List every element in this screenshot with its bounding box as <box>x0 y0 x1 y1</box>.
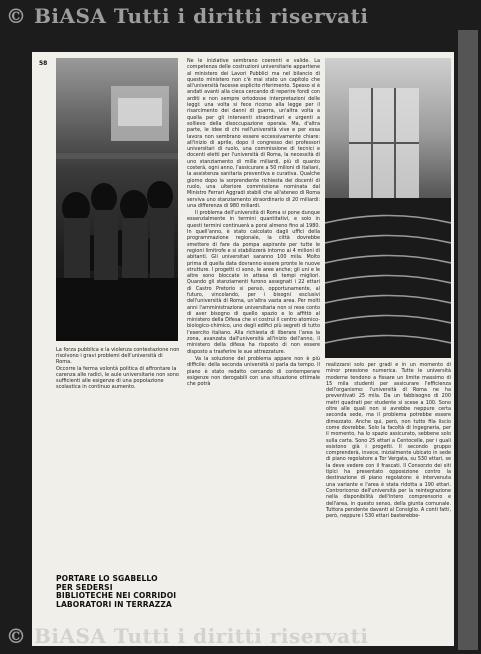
middle-paragraph-2: Il problema dell'università di Roma si pone dunque essenzialmente in termini quantitativi, e solo in questi termini continuerà a porsi almeno fino al 1980. In quell'anno, è stato calcolato dagli uffici della programmazione regionale, la città dovrebbe smettere di fare da pompa aspirante per tutte le regioni limitrofe e si stabilizzerà intorno ai 4 milioni di abitanti. Gli universitari saranno 100 mila. Molto prima di quella data dovranno essere pronte le nuove strutture. I progetti ci sono, le aree anche; gli uni e le altre sono bloccate in attesa di tempi migliori. Quando gli stanziamenti furono assegnati i 22 ettari di Castro Pretorio si pensò, opportunamente, al futuro, vincolando, per i bisogni esclusivi dell'università di Roma, un'altra vasta area. Per molti anni l'amministrazione universitaria non si rese conto di aver bisogno di quello spazio e lo affittò al ministero della Difesa che vi costruì il centro atomico-biologico-chimico, uno degli edifici più segreti di tutto l'esercito italiano. Alla richiesta di liberare l'area la zona, avanzata dall'università all'inizio dell'anno, il ministero della difesa ha risposto di non essere disposto a trasferire le sue attrezzature. <box>187 210 320 355</box>
headline-line-4: LABORATORI IN TERRAZZA <box>56 599 172 609</box>
article-column-right <box>326 362 451 646</box>
article-headline <box>56 575 180 609</box>
watermark-bottom: © BiASA Tutti i diritti riservati <box>6 624 369 648</box>
lecture-photo-illustration <box>56 58 178 341</box>
caption-line-1: La forza pubblica e la violenza contestazione non risolvono i gravi problemi dell'università di Roma. <box>56 347 180 366</box>
caption-line-2: Occorre la ferma volontà politica di affrontare la carenza alle radici, le aule universitarie non sono sufficienti alle esigenze di una popolazione scolastica in continuo aumento. <box>56 365 179 391</box>
article-column-middle <box>187 58 320 646</box>
hall-photo-illustration <box>325 58 451 358</box>
middle-paragraph-1: Ne le iniziative sembrano coerenti e valide. La competenza delle costruzioni universitarie appartiene al ministero dei Lavori Pubblici ma nel bilancio di questo ministero non c'è mai stato un capitolo che all'università facesse esplicito riferimento. Spesso si è andati avanti alla cieca cercando di reperire fondi con arditi e non sempre ortodosse interpretazioni delle leggi: una volta si fece ricorso alla legge per il risarcimento dei danni di guerra, un'altra volta a quella per gli interventi straordinari e urgenti a sollievo della disoccupazione operaia. Ma, d'altra parte, le idee di chi nell'università vive e per essa lavora non sembrano essere eccessivamente chiare: all'inizio di aprile, dopo il congresso dei professori universitari di ruolo, una commissione di tecnici e docenti eletti per l'università di Roma, la necessità di uno stanziamento di mille miliardi, più di quanto costerà, ogni anno, l'assicurare a 50 milioni di italiani, la assistenza sanitaria preventiva e curativa. Qualche giorno dopo la sorprendente richiesta dei docenti di ruolo, una ulteriore commissione nominata dal Ministro Ferrari Aggradi stabilì che all'ateneo di Roma serviva uno stanziamento straordinario di 20 miliardi: una differenza di 980 miliardi. <box>187 58 320 209</box>
headline-line-2: PER SEDERSI <box>56 582 113 592</box>
headline-line-3: BIBLIOTECHE NEI CORRIDOI <box>56 591 177 601</box>
watermark-top: © BiASA Tutti i diritti riservati <box>6 4 369 28</box>
hall-photo <box>325 58 451 358</box>
lecture-photo <box>56 58 178 341</box>
headline-line-1: PORTARE LO SGABELLO <box>56 574 158 583</box>
middle-paragraph-3: Va la soluzione del problema appare non è più difficile: della seconda università si parla da tempo. Il piano è stato redatto cercando di contemperare esigenze non derogabili con una situazione ottimale che potrà <box>187 355 320 388</box>
photo-caption <box>56 347 180 390</box>
page-number: 58 <box>39 60 48 67</box>
binding-edge <box>458 30 478 650</box>
right-paragraph-1: realizzarsi solo per gradi e in un momento di minor pressione numerica. Tutte le università moderne tendono a fissare un limite massimo di 15 mila studenti per assicurare l'efficienza dell'organismo: l'università di Roma ne ha preventivati 25 mila. Da un fabbisogno di 200 metri quadrati per studente si scese a 100. Sono oltre alle quali non si avrebbe neppure certa seconda sede, ma il problema potrebbe essere dimezzato. Anche qui, però, non tutto fila liscio come dovrebbe. Solo la facoltà di Ingegneria, per il momento, ha lo spazio assicurato, sebbene solo sulla carta. Sono 25 ettari a Centocelle, per i quali esistono già i progetti. Il secondo gruppo comprenderà, invece, inizialmente ubicato in sede di piano regolatore a Tor Vergata, su 530 ettari, se la deve vedere con il frascati. Il Consorzio dei siti tipici ha presentato opposizione contro la destinazione di piano regolatore: è intervenuta una variante e l'area è stata ridotta a 190 ettari. Controricorso dell'università per la reintegrazione nella disponibilità dell'intero comprensorio e dell'area, in questo senso, della giunta comunale. Tuttora pendente davanti al Consiglio. A conti fatti, però, neppure i 530 ettari basterebbe- <box>326 362 451 520</box>
